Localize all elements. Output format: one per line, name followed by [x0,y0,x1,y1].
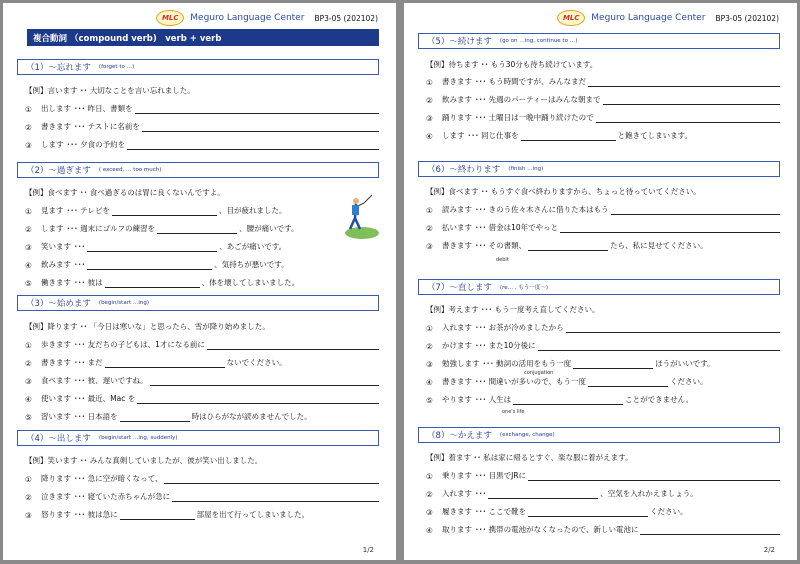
answer-blank[interactable] [611,205,780,215]
example-sentence: 【例】降ります ･･ 「今日は寒いな」と思ったら、雪が降り始めました。 [25,322,270,331]
item-number: ⑤ [25,413,32,422]
answer-blank[interactable] [538,341,780,351]
item-suffix: 、あごが痛いです。 [219,242,287,251]
example-sentence: 【例】食べます ･･ 食べ過ぎるのは胃に良くないんですよ。 [25,188,225,197]
item-prompt: ･･･ テレビを [66,206,110,215]
item-prompt: ･･･ 携帯の電池がなくなったので、新しい電池に [475,525,639,534]
item-number: ⑤ [25,279,32,288]
page-header [557,10,779,26]
item-verb: 書きます [41,122,71,131]
item-suffix: 、腰が痛いです。 [239,224,299,233]
item-verb: 書きます [442,241,472,250]
answer-blank[interactable] [207,340,379,350]
item-number: ③ [25,243,32,252]
item-verb: 飲みます [41,260,71,269]
item-verb: やります [442,395,472,404]
item-number: ② [426,224,433,233]
item-verb: 笑います [41,242,71,251]
item-prompt: ･･･ また10分後に [475,341,536,350]
item-number: ④ [426,378,433,387]
answer-blank[interactable] [528,507,648,517]
school-name: Meguro Language Center [190,13,305,23]
item-verb: 歩きます [41,340,71,349]
item-number: ③ [25,141,32,150]
exercise-row [426,129,782,141]
item-prompt: ･･･ 間違いが多いので、もう一度 [475,377,586,386]
answer-blank[interactable] [112,206,217,216]
answer-blank[interactable] [127,140,379,150]
item-number: ③ [426,508,433,517]
section-heading: （7）～直します (re… , もう一度～) [418,279,780,295]
item-verb: します [41,224,64,233]
item-prompt: ･･･ 彼は [74,278,103,287]
section-heading: （5）～続けます (go on …ing, continue to …) [418,33,780,49]
item-number: ③ [426,360,433,369]
item-number: ① [426,78,433,87]
exercise-row [25,374,381,386]
item-number: ① [25,207,32,216]
item-number: ③ [25,377,32,386]
answer-blank[interactable] [603,95,780,105]
item-verb: 使います [41,394,71,403]
item-verb: 書きます [41,358,71,367]
worksheet-title: ふくごうどうし 複合動詞 （compound verb) verb + verb [27,29,379,46]
item-suffix: ないでください。 [226,358,287,367]
item-number: ⑤ [426,396,433,405]
item-prompt: ･･･ テストに名前を [74,122,140,131]
item-verb: 降ります [41,474,71,483]
item-prompt: ･･･ 彼は急に [74,510,118,519]
item-prompt: ･･･ 彼、遅いですね。 [74,376,148,385]
worksheet-page-1 [3,3,396,560]
item-number: ② [25,359,32,368]
item-verb: 入れます [442,489,472,498]
example-sentence: 【例】待ちます ･･ もう30分も待ち続けています。 [426,60,598,69]
example-sentence: 【例】考えます ･･･ もう一度考え直してください。 [426,305,600,314]
item-suffix: 時はひらがなが読めませんでした。 [191,412,312,421]
answer-blank[interactable] [105,358,225,368]
item-prompt: ･･･ [74,260,86,269]
item-number: ② [426,342,433,351]
item-number: ② [25,123,32,132]
item-number: ② [426,490,433,499]
item-number: ④ [25,395,32,404]
item-verb: 飲みます [442,95,472,104]
exercise-row [25,120,381,132]
example-sentence: 【例】着ます ･･ 私は家に帰るとすぐ、楽な服に着がえます。 [426,453,633,462]
title-ruby: ふくごうどうし [41,24,73,29]
exercise-row [426,523,782,535]
exercise-row [25,102,381,114]
example-sentence: 【例】言います ･･ 大切なことを言い忘れました。 [25,86,195,95]
item-prompt: ･･･ 夕食の予約を [66,140,126,149]
exercise-row [426,75,782,87]
item-verb: 怒ります [41,510,71,519]
exercise-row [25,258,381,270]
item-number: ① [426,206,433,215]
item-prompt: ･･･ [74,242,86,251]
item-verb: 見ます [41,206,64,215]
exercise-row [426,321,782,333]
item-number: ① [25,341,32,350]
item-verb: 踊ります [442,113,472,122]
document-code: BP3-05 (202102) [715,13,779,23]
exercise-row [426,221,782,233]
item-number: ④ [426,132,433,141]
item-verb: 勉強します [442,359,480,368]
exercise-row [426,505,782,517]
exercise-row [25,508,381,520]
item-prompt: ･･･ 急に空が暗くなって、 [74,474,163,483]
answer-blank[interactable] [640,525,780,535]
item-prompt: ･･･ 最近、Mac を [74,394,136,403]
exercise-row [25,204,381,216]
item-verb: 食べます [41,376,71,385]
item-prompt: ･･･ 人生は [475,395,512,404]
answer-blank[interactable] [87,242,217,252]
exercise-row [25,410,381,422]
exercise-row [25,276,381,288]
item-prompt: ･･･ 友だちの子どもは、1才になる前に [74,340,205,349]
exercise-row [426,357,782,369]
gloss-debit: debit [496,257,509,263]
item-verb: 読みます [442,205,472,214]
item-prompt: ･･･ ここで靴を [475,507,527,516]
school-name: Meguro Language Center [591,13,706,23]
exercise-row [426,469,782,481]
section-heading: （2）～過ぎます ( exceed, … too much) [17,162,379,178]
mlc-logo: MLC [156,10,184,26]
answer-blank[interactable] [157,224,237,234]
exercise-row [426,375,782,387]
answer-blank[interactable] [137,394,379,404]
item-verb: 書きます [442,377,472,386]
item-prompt: ･･･ 先週のパーティーはみんな朝まで [475,95,601,104]
answer-blank[interactable] [135,104,379,114]
section-heading: （1）～忘れます (forget to …) [17,59,379,75]
document-code: BP3-05 (202102) [314,13,378,23]
answer-blank[interactable] [87,260,212,270]
item-prompt: ･･･ 土曜日は一晩中踊り続けたので [475,113,594,122]
item-prompt: ･･･ まだ [74,358,103,367]
item-prompt: ･･･ 寝ていた赤ちゃんが急に [74,492,171,501]
item-prompt: ･･･ 週末にゴルフの練習を [66,224,156,233]
item-number: ② [25,225,32,234]
answer-blank[interactable] [528,471,780,481]
exercise-row [25,472,381,484]
answer-blank[interactable] [596,113,780,123]
item-number: ③ [25,511,32,520]
page-header [156,10,378,26]
item-suffix: たら、私に見せてください。 [610,241,708,250]
answer-blank[interactable] [120,510,195,520]
answer-blank[interactable] [164,474,379,484]
item-verb: 書きます [442,77,472,86]
example-sentence: 【例】笑います ･･ みんな真剣していましたが、彼が笑い出しました。 [25,456,263,465]
exercise-row [25,356,381,368]
answer-blank[interactable] [573,359,653,369]
gloss-life: one's life [502,409,525,415]
answer-blank[interactable] [142,122,379,132]
section-heading: （6）～終わります (finish …ing) [418,161,780,177]
item-verb: 出します [41,104,71,113]
item-verb: 乗ります [442,471,472,480]
answer-blank[interactable] [488,489,598,499]
item-verb: します [442,131,465,140]
section-heading: （3）～始めます (begin/start …ing) [17,295,379,311]
answer-blank[interactable] [528,241,608,251]
item-prompt: ･･･ 昨日、書類を [74,104,133,113]
item-verb: 取ります [442,525,472,534]
exercise-row [426,239,782,251]
exercise-row [426,487,782,499]
answer-blank[interactable] [588,377,668,387]
item-suffix: 、目が疲れました。 [218,206,287,215]
exercise-row [25,138,381,150]
section-heading: （8）～かえます (exchange, change) [418,427,780,443]
item-verb: 入れます [442,323,472,332]
item-number: ① [25,105,32,114]
item-prompt: ･･･ 目黒でJRに [475,471,527,480]
exercise-row [25,490,381,502]
item-prompt: ･･･ お茶が冷めましたから [475,323,564,332]
item-suffix: ほうがいいです。 [655,359,715,368]
item-number: ① [25,475,32,484]
exercise-row [426,203,782,215]
answer-blank[interactable] [120,412,190,422]
item-verb: 泣きます [41,492,71,501]
item-number: ③ [426,114,433,123]
exercise-row [25,392,381,404]
item-suffix: ください。 [650,507,688,516]
item-suffix: 、気持ちが悪いです。 [214,260,289,269]
item-number: ③ [426,242,433,251]
answer-blank[interactable] [566,323,780,333]
exercise-row [25,240,381,252]
item-prompt: ･･･ [475,489,487,498]
answer-blank[interactable] [560,223,780,233]
item-verb: 働きます [41,278,71,287]
exercise-row [25,338,381,350]
exercise-row [426,111,782,123]
answer-blank[interactable] [521,131,616,141]
answer-blank[interactable] [105,278,200,288]
item-prompt: ･･･ 動詞の活用をもう一度 [482,359,572,368]
exercise-row [426,339,782,351]
exercise-row [25,222,381,234]
answer-blank[interactable] [150,376,379,386]
item-suffix: 、空気を入れかえましょう。 [600,489,698,498]
item-verb: かけます [442,341,472,350]
exercise-row [426,393,782,405]
item-prompt: ･･･ 借金は10年でやっと [475,223,559,232]
item-suffix: 、体を壊してしまいました。 [201,278,300,287]
gloss-conjugation: conjugation [524,370,554,376]
answer-blank[interactable] [513,395,623,405]
worksheet-page-2 [404,3,797,560]
exercise-row [426,93,782,105]
page-number: 2/2 [763,546,775,554]
item-verb: 履きます [442,507,472,516]
item-suffix: と飽きてしまいます。 [617,131,693,140]
item-verb: 払います [442,223,472,232]
answer-blank[interactable] [588,77,780,87]
item-suffix: ください。 [669,377,708,386]
item-number: ① [426,324,433,333]
item-prompt: ･･･ 同じ仕事を [467,131,519,140]
item-prompt: ･･･ 日本語を [74,412,118,421]
answer-blank[interactable] [172,492,379,502]
example-sentence: 【例】食べます ･･ もうすぐ食べ終わりますから、ちょっと待っていてください。 [426,187,701,196]
item-prompt: ･･･ その書類、 [475,241,527,250]
item-number: ④ [426,526,433,535]
item-number: ② [25,493,32,502]
item-prompt: ･･･ きのう佐々木さんに借りた本はもう [475,205,609,214]
item-number: ② [426,96,433,105]
mlc-logo: MLC [557,10,585,26]
item-suffix: 部屋を出て行ってしまいました。 [196,510,310,519]
item-number: ④ [25,261,32,270]
page-number: 1/2 [362,546,374,554]
item-verb: します [41,140,64,149]
item-prompt: ･･･ もう時間ですが、みんなまだ [475,77,587,86]
item-suffix: ことができません。 [625,395,694,404]
section-heading: （4）～出します (begin/start …ing, suddenly) [17,430,379,446]
item-number: ① [426,472,433,481]
item-verb: 習います [41,412,71,421]
